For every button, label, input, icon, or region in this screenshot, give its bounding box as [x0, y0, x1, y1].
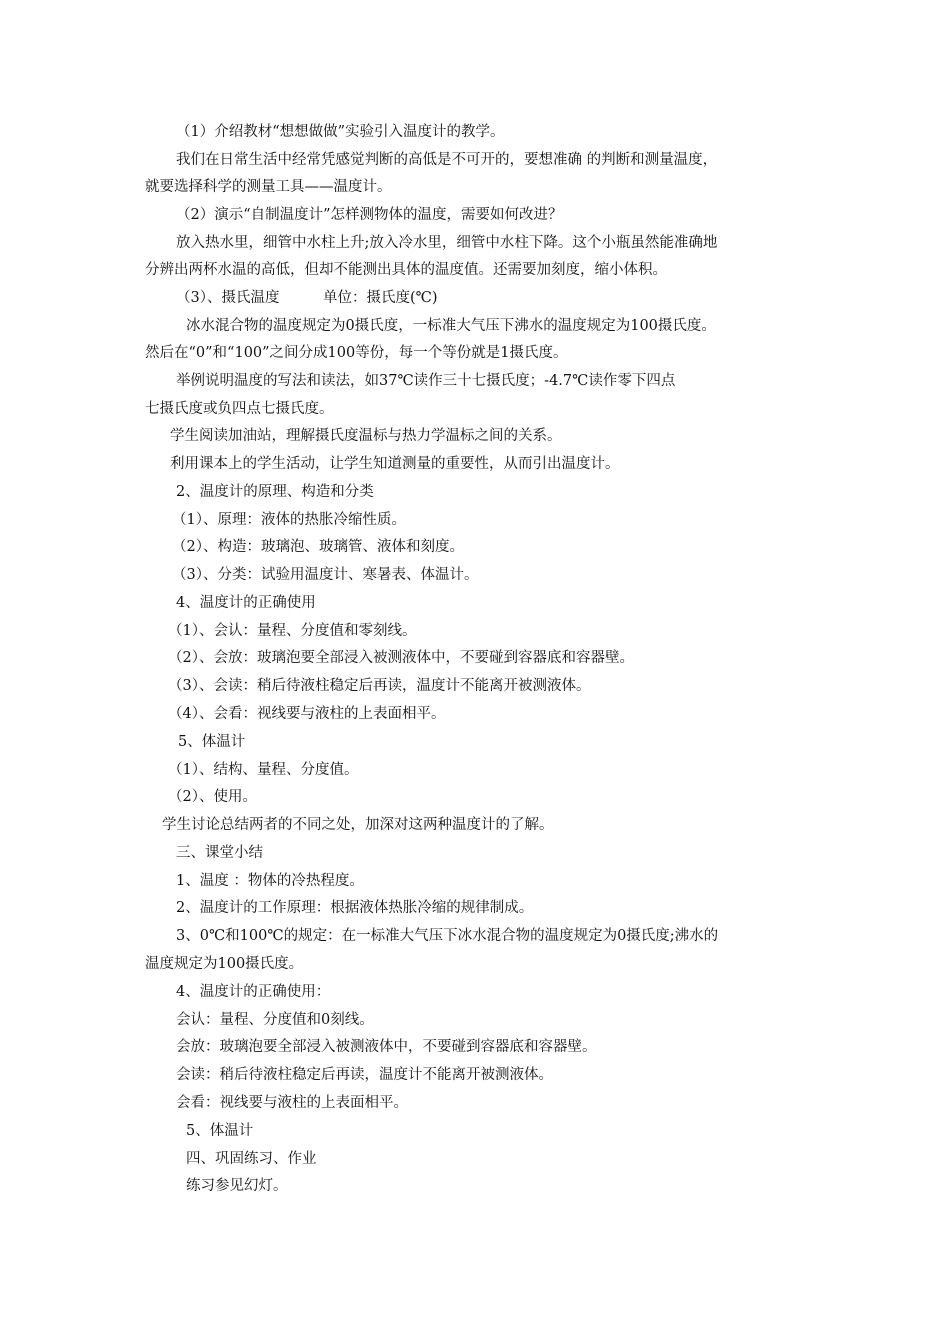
- text-line: 冰水混合物的温度规定为0摄氏度，一标准大气压下沸水的温度规定为100摄氏度。: [186, 318, 716, 334]
- text-line: 学生阅读加油站，理解摄氏度温标与热力学温标之间的关系。: [170, 428, 562, 444]
- text-line: 学生讨论总结两者的不同之处，加深对这两种温度计的了解。: [162, 817, 554, 833]
- text-line: 4、温度计的正确使用：: [176, 984, 331, 1000]
- text-line: 4、温度计的正确使用: [176, 595, 316, 611]
- text-line: 练习参见幻灯。: [186, 1178, 288, 1194]
- text-line: （2）、会放：玻璃泡要全部浸入被测液体中，不要碰到容器底和容器壁。: [168, 650, 634, 666]
- text-line: 放入热水里，细管中水柱上升;放入冷水里，细管中水柱下降。这个小瓶虽然能准确地: [176, 235, 718, 251]
- text-line: （3）、分类：试验用温度计、寒暑表、体温计。: [172, 567, 479, 583]
- text-line: 会放：玻璃泡要全部浸入被测液体中，不要碰到容器底和容器壁。: [176, 1039, 597, 1055]
- text-line: （1）、会认：量程、分度值和零刻线。: [168, 623, 417, 639]
- text-line: 会读：稍后待液柱稳定后再读，温度计不能离开被测液体。: [176, 1067, 553, 1083]
- text-line: （1）、原理：液体的热胀冷缩性质。: [172, 512, 406, 528]
- text-line: （3）、会读：稍后待液柱稳定后再读，温度计不能离开被测液体。: [168, 678, 591, 694]
- text-line: 会认：量程、分度值和0刻线。: [176, 1012, 374, 1028]
- text-line: （3）、摄氏温度 单位：摄氏度(℃): [176, 290, 438, 306]
- text-line: 就要选择科学的测量工具——温度计。: [145, 179, 392, 195]
- text-line: 1、温度 ：物体的冷热程度。: [176, 873, 364, 889]
- text-line: 2、温度计的原理、构造和分类: [176, 484, 374, 500]
- text-line: 2、温度计的工作原理：根据液体热胀冷缩的规律制成。: [176, 900, 534, 916]
- text-line: （2）演示“自制温度计”怎样测物体的温度，需要如何改进？: [176, 207, 563, 223]
- text-line: 5、体温计: [178, 734, 246, 750]
- text-line: 3、0℃和100℃的规定：在一标准大气压下冰水混合物的温度规定为0摄氏度;沸水的: [176, 928, 719, 944]
- text-line: （1）、结构、量程、分度值。: [168, 762, 359, 778]
- text-line: 七摄氏度或负四点七摄氏度。: [145, 401, 334, 417]
- text-line: 举例说明温度的写法和读法，如37℃读作三十七摄氏度；-4.7℃读作零下四点: [176, 373, 676, 389]
- text-line: （1）介绍教材“想想做做”实验引入温度计的教学。: [176, 124, 505, 140]
- text-line: 然后在“0”和“100”之间分成100等份，每一个等份就是1摄氏度。: [145, 345, 568, 361]
- text-line: 分辨出两杯水温的高低，但却不能测出具体的温度值。还需要加刻度，缩小体积。: [145, 262, 667, 278]
- text-line: 5、体温计: [186, 1123, 254, 1139]
- text-line: 三、课堂小结: [176, 845, 263, 861]
- text-line: 利用课本上的学生活动，让学生知道测量的重要性，从而引出温度计。: [170, 456, 620, 472]
- text-line: 我们在日常生活中经常凭感觉判断的高低是不可开的，要想准确 的判断和测量温度，: [176, 152, 718, 168]
- text-line: 会看：视线要与液柱的上表面相平。: [176, 1095, 408, 1111]
- text-line: 温度规定为100摄氏度。: [145, 956, 304, 972]
- text-line: （4）、会看：视线要与液柱的上表面相平。: [168, 706, 446, 722]
- text-line: （2）、构造：玻璃泡、玻璃管、液体和刻度。: [172, 539, 464, 555]
- text-line: （2）、使用。: [168, 789, 257, 805]
- text-line: 四、巩固练习、作业: [186, 1151, 317, 1167]
